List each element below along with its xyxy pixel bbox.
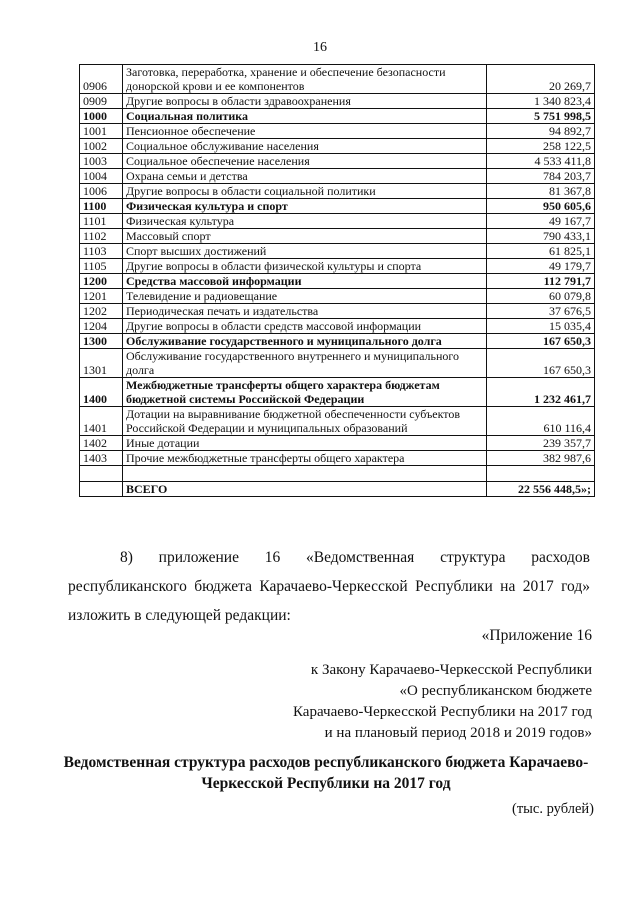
name-cell: Дотации на выравнивание бюджетной обеспеченности субъектов Российской Федерации и муниципальных образований xyxy=(123,407,487,436)
section-title: Ведомственная структура расходов республиканского бюджета Карачаево-Черкесской Республики на 2017 год xyxy=(63,754,589,792)
code-cell: 1401 xyxy=(80,407,123,436)
code-cell: 1201 xyxy=(80,289,123,304)
code-cell: 1003 xyxy=(80,154,123,169)
name-cell: Массовый спорт xyxy=(123,229,487,244)
table-row xyxy=(80,229,595,244)
amount-cell: 81 367,8 xyxy=(487,184,595,199)
amount-cell: 15 035,4 xyxy=(487,319,595,334)
code-cell: 1002 xyxy=(80,139,123,154)
table-row xyxy=(80,65,595,94)
code-cell: 0909 xyxy=(80,94,123,109)
amount-cell: 784 203,7 xyxy=(487,169,595,184)
code-cell: 1004 xyxy=(80,169,123,184)
name-cell: Другие вопросы в области средств массовой информации xyxy=(123,319,487,334)
page-number: 16 xyxy=(313,40,327,55)
blank-row xyxy=(80,466,595,482)
code-cell: 1006 xyxy=(80,184,123,199)
name-cell: Другие вопросы в области социальной политики xyxy=(123,184,487,199)
amount-cell: 382 987,6 xyxy=(487,451,595,466)
table-row xyxy=(80,124,595,139)
code-cell: 1105 xyxy=(80,259,123,274)
code-cell: 1102 xyxy=(80,229,123,244)
table-row xyxy=(80,169,595,184)
table-row xyxy=(80,451,595,466)
law-reference-line: Карачаево-Черкесской Республики на 2017 год xyxy=(293,704,592,720)
amount-cell: 60 079,8 xyxy=(487,289,595,304)
amount-cell: 258 122,5 xyxy=(487,139,595,154)
amount-cell: 61 825,1 xyxy=(487,244,595,259)
amount-cell: 1 232 461,7 xyxy=(487,378,595,407)
units-note: (тыс. рублей) xyxy=(512,801,594,817)
name-cell: Обслуживание государственного и муниципального долга xyxy=(123,334,487,349)
code-cell: 0906 xyxy=(80,65,123,94)
amount-cell: 37 676,5 xyxy=(487,304,595,319)
code-cell: 1402 xyxy=(80,436,123,451)
amount-cell: 1 340 823,4 xyxy=(487,94,595,109)
amount-cell: 49 167,7 xyxy=(487,214,595,229)
code-cell: 1100 xyxy=(80,199,123,214)
code-cell: 1204 xyxy=(80,319,123,334)
blank-cell xyxy=(123,466,487,482)
amount-cell: 94 892,7 xyxy=(487,124,595,139)
name-cell: Межбюджетные трансферты общего характера бюджетам бюджетной системы Российской Федерации xyxy=(123,378,487,407)
name-cell: Средства массовой информации xyxy=(123,274,487,289)
name-cell: Другие вопросы в области здравоохранения xyxy=(123,94,487,109)
law-reference xyxy=(293,660,592,744)
name-cell: Физическая культура xyxy=(123,214,487,229)
table-row xyxy=(80,349,595,378)
name-cell: Периодическая печать и издательства xyxy=(123,304,487,319)
amount-cell: 4 533 411,8 xyxy=(487,154,595,169)
name-cell: Социальное обслуживание населения xyxy=(123,139,487,154)
table-row xyxy=(80,214,595,229)
table-row xyxy=(80,304,595,319)
budget-table xyxy=(79,64,595,497)
total-amount-cell: 22 556 448,5»; xyxy=(487,482,595,497)
table-row xyxy=(80,334,595,349)
amount-cell: 49 179,7 xyxy=(487,259,595,274)
amendment-paragraph: 8) приложение 16 «Ведомственная структура расходов республиканского бюджета Карачаево-Черкесской Республики на 2017 год» изложить в следующей редакции: xyxy=(68,549,590,624)
code-cell: 1101 xyxy=(80,214,123,229)
appendix-label: «Приложение 16 xyxy=(481,627,592,644)
table-row xyxy=(80,199,595,214)
code-cell: 1403 xyxy=(80,451,123,466)
code-cell: 1301 xyxy=(80,349,123,378)
table-row xyxy=(80,407,595,436)
table-body xyxy=(80,65,595,497)
table-row xyxy=(80,109,595,124)
table-row xyxy=(80,274,595,289)
table-row xyxy=(80,259,595,274)
name-cell: Социальное обеспечение населения xyxy=(123,154,487,169)
table-row xyxy=(80,319,595,334)
name-cell: Прочие межбюджетные трансферты общего характера xyxy=(123,451,487,466)
total-row xyxy=(80,482,595,497)
law-reference-line: «О республиканском бюджете xyxy=(399,683,592,699)
blank-cell xyxy=(80,466,123,482)
code-cell: 1000 xyxy=(80,109,123,124)
code-cell: 1103 xyxy=(80,244,123,259)
name-cell: Пенсионное обеспечение xyxy=(123,124,487,139)
amount-cell: 5 751 998,5 xyxy=(487,109,595,124)
name-cell: Спорт высших достижений xyxy=(123,244,487,259)
code-cell: 1200 xyxy=(80,274,123,289)
table-row xyxy=(80,139,595,154)
name-cell: Обслуживание государственного внутреннего и муниципального долга xyxy=(123,349,487,378)
code-cell: 1400 xyxy=(80,378,123,407)
amount-cell: 167 650,3 xyxy=(487,349,595,378)
name-cell: Другие вопросы в области физической культуры и спорта xyxy=(123,259,487,274)
name-cell: Охрана семьи и детства xyxy=(123,169,487,184)
amount-cell: 112 791,7 xyxy=(487,274,595,289)
amount-cell: 20 269,7 xyxy=(487,65,595,94)
code-cell: 1001 xyxy=(80,124,123,139)
blank-cell xyxy=(487,466,595,482)
table-row xyxy=(80,94,595,109)
amount-cell: 239 357,7 xyxy=(487,436,595,451)
name-cell: Заготовка, переработка, хранение и обеспечение безопасности донорской крови и ее компонентов xyxy=(123,65,487,94)
amount-cell: 610 116,4 xyxy=(487,407,595,436)
total-label-cell: ВСЕГО xyxy=(123,482,487,497)
table-row xyxy=(80,436,595,451)
amount-cell: 790 433,1 xyxy=(487,229,595,244)
amount-cell: 950 605,6 xyxy=(487,199,595,214)
code-cell: 1300 xyxy=(80,334,123,349)
table-row xyxy=(80,378,595,407)
table-row xyxy=(80,184,595,199)
table-row xyxy=(80,289,595,304)
total-code-cell xyxy=(80,482,123,497)
name-cell: Иные дотации xyxy=(123,436,487,451)
name-cell: Социальная политика xyxy=(123,109,487,124)
amount-cell: 167 650,3 xyxy=(487,334,595,349)
table-row xyxy=(80,154,595,169)
law-reference-line: и на плановый период 2018 и 2019 годов» xyxy=(324,725,592,741)
code-cell: 1202 xyxy=(80,304,123,319)
law-reference-line: к Закону Карачаево-Черкесской Республики xyxy=(310,662,592,678)
table-row xyxy=(80,244,595,259)
name-cell: Физическая культура и спорт xyxy=(123,199,487,214)
name-cell: Телевидение и радиовещание xyxy=(123,289,487,304)
